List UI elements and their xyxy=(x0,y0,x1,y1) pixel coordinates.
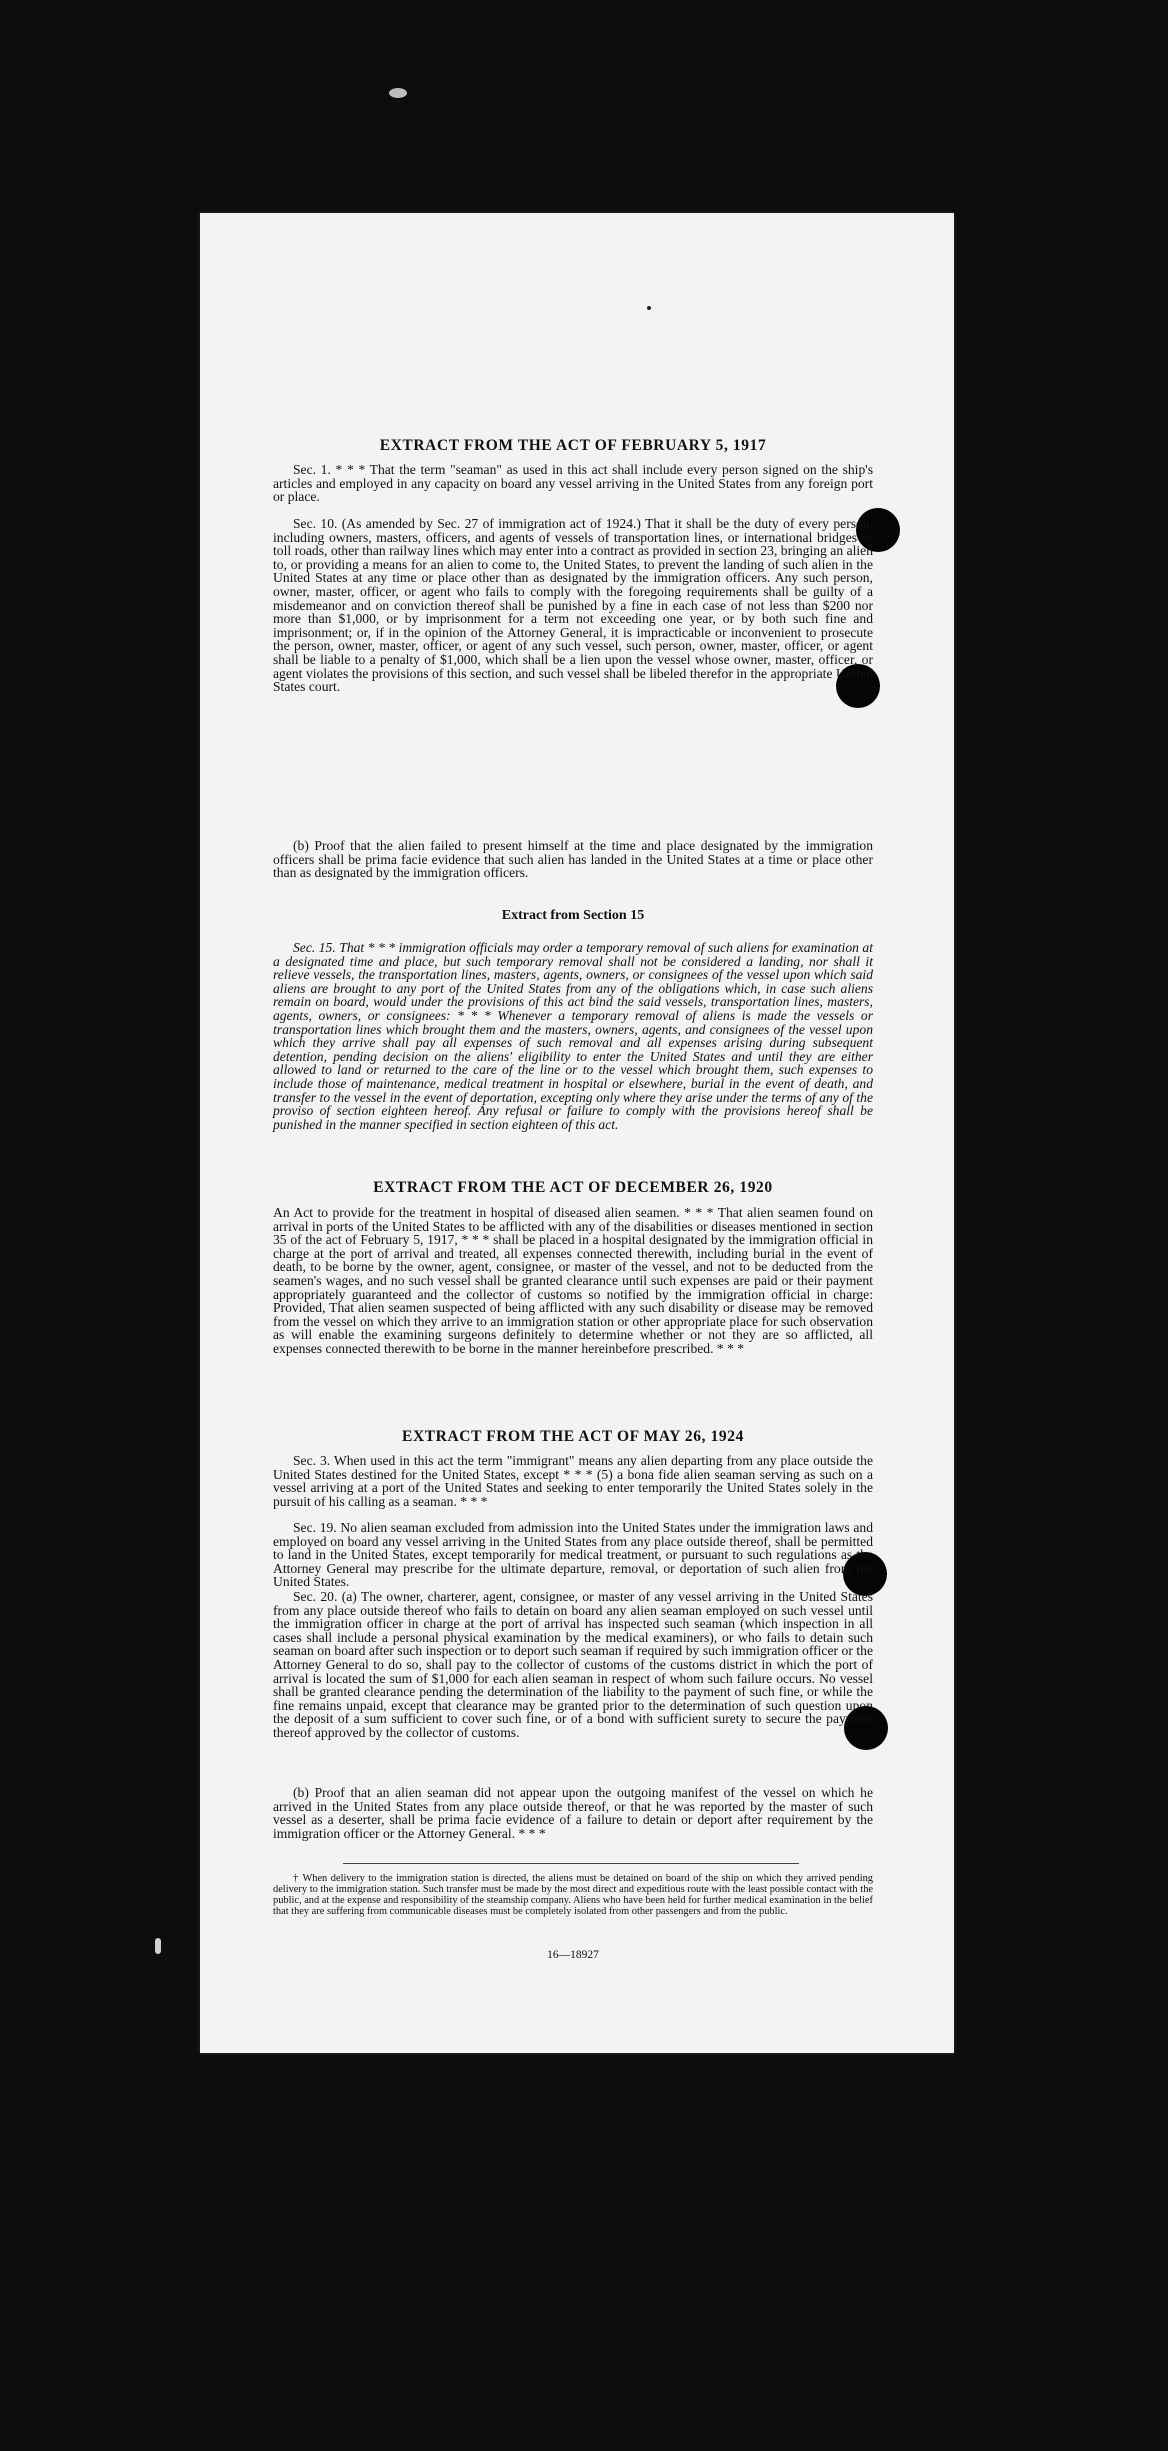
paragraph: Sec. 20. (a) The owner, charterer, agent, consignee, or master of any vessel arriving in the United States from any place outside thereof who fails to detain on board any alien seaman employed on such vessel until the immigration officer in charge at the port of arrival has inspected such seaman (which inspection in all cases shall include a personal physical examination by the medical examiners), or who fails to detain such seaman on board after such inspection or to deport such seaman if required by such immigration officer or the Attorney General to do so, shall pay to the collector of customs of the customs district in which the port of arrival is located the sum of $1,000 for each alien seaman in respect of whom such failure occurs. No vessel shall be granted clearance pending the determination of the liability to the payment of such fine, or while the fine remains unpaid, except that clearance may be granted prior to the determination of such question upon the deposit of a sum sufficient to cover such fine, or of a bond with sufficient surety to secure the payment thereof approved by the collector of customs. xyxy=(273,1589,873,1740)
paragraph: (b) Proof that an alien seaman did not appear upon the outgoing manifest of the vessel on which he arrived in the United States from any place outside thereof, or that he was reported by the master of such vessel as a deserter, shall be prima facie evidence of a failure to detain or deport after requirement by the immigration officer or the Attorney General. * * * xyxy=(273,1785,873,1841)
section-heading: EXTRACT FROM THE ACT OF MAY 26, 1924 xyxy=(402,1428,744,1445)
footnote-rule xyxy=(343,1863,799,1864)
form-number: 16—18927 xyxy=(547,1949,599,1961)
paragraph: Sec. 15. That * * * immigration officials may order a temporary removal of such aliens for examination at a designated time and place, but such temporary removal shall not be considered a landing, nor shall it relieve vessels, the transportation lines, masters, agents, owners, or consignees of the vessel upon which said aliens are brought to any port of the United States from any of the obligations which, in case such aliens remain on board, would under the provisions of this act bind the said vessels, transportation lines, masters, agents, owners, or consignees: * * * Whenever a temporary removal of aliens is made the vessels or transportation lines which brought them and the masters, owners, agents, and consignees of the vessel upon which they arrive shall pay all expenses of such removal and all expenses arising during subsequent detention, pending decision on the aliens' eligibility to enter the United States and until they are either allowed to land or returned to the care of the line or to the vessel which brought them, such expenses to include those of maintenance, medical treatment in hospital or elsewhere, burial in the event of death, and transfer to the vessel in the event of deportation, excepting only where they arise under the terms of any of the proviso of section eighteen hereof. Any refusal or failure to comply with the provisions hereof shall be punished in the manner specified in section eighteen of this act. xyxy=(273,940,873,1132)
paragraph: Sec. 10. (As amended by Sec. 27 of immigration act of 1924.) That it shall be the duty of every person, including owners, masters, officers, and agents of vessels of transportation lines, or international bridges or toll roads, other than railway lines which may enter into a contract as provided in section 23, bringing an alien to, or providing a means for an alien to come to, the United States, to prevent the landing of such alien in the United States at any time or place other than as designated by the immigration officers. Any such person, owner, master, officer, or agent who fails to comply with the foregoing requirements shall be guilty of a misdemeanor and on conviction thereof shall be punished by a fine in each case of not less than $200 nor more than $1,000, or by imprisonment for a term not exceeding one year, or by both such fine and imprisonment; or, if in the opinion of the Attorney General, it is impracticable or inconvenient to prosecute the person, owner, master, officer, or agent of any such vessel, such person, owner, master, officer, or agent shall be liable to a penalty of $1,000, which shall be a lien upon the vessel whose owner, master, officer, or agent violates the provisions of this section, and such vessel shall be libeled therefor in the appropriate United States court. xyxy=(273,516,873,695)
section-heading: EXTRACT FROM THE ACT OF DECEMBER 26, 1920 xyxy=(373,1179,773,1196)
scan-speck xyxy=(155,1938,161,1954)
footnote: † When delivery to the immigration station is directed, the aliens must be detained on board of the ship on which they arrived pending delivery to the immigration station. Such transfer must be made by the most direct and expeditious route with the least possible contact with the public, and at the expense and responsibility of the steamship company. Aliens who have been held for further medical examination in the belief that they are suffering from communicable diseases must be completely isolated from other passengers and from the public. xyxy=(273,1873,873,1917)
scan-speck xyxy=(389,88,407,98)
paragraph: An Act to provide for the treatment in hospital of diseased alien seamen. * * * That alien seamen found on arrival in ports of the United States to be afflicted with any of the disabilities or diseases mentioned in section 35 of the act of February 5, 1917, * * * shall be placed in a hospital designated by the immigration official in charge at the port of arrival and treated, all expenses connected therewith, including burial in the event of death, to be borne by the owner, agent, consignee, or master of the vessel, and not to be deducted from the seamen's wages, and no such vessel shall be granted clearance until such expenses are paid or their payment appropriately guaranteed and the collector of customs so notified by the immigration official in charge: Provided, That alien seamen suspected of being afflicted with any such disability or disease may be removed from the vessel on which they arrive to an immigration station or other appropriate place for such observation as will enable the examining surgeons definitely to determine whether or not they are so afflicted, all expenses connected therewith to be borne in the manner hereinbefore prescribed. * * * xyxy=(273,1205,873,1356)
paragraph: Sec. 19. No alien seaman excluded from admission into the United States under the immigration laws and employed on board any vessel arriving in the United States from any place outside thereof, shall be permitted to land in the United States, except temporarily for medical treatment, or pursuant to such regulations as the Attorney General may prescribe for the ultimate departure, removal, or deportation of such alien from the United States. xyxy=(273,1520,873,1590)
paragraph: (b) Proof that the alien failed to present himself at the time and place designated by the immigration officers shall be prima facie evidence that such alien has landed in the United States at a time or place other than as designated by the immigration officers. xyxy=(273,838,873,881)
page-mark xyxy=(647,306,651,310)
document-page xyxy=(200,213,954,2053)
section-heading: EXTRACT FROM THE ACT OF FEBRUARY 5, 1917 xyxy=(379,437,767,454)
paragraph: Sec. 3. When used in this act the term "immigrant" means any alien departing from any place outside the United States destined for the United States, except * * * (5) a bona fide alien seaman serving as such on a vessel arriving at a port of the United States and seeking to enter temporarily the United States solely in the pursuit of his calling as a seaman. * * * xyxy=(273,1453,873,1509)
paragraph: Sec. 1. * * * That the term "seaman" as used in this act shall include every person signed on the ship's articles and employed in any capacity on board any vessel arriving in the United States from any foreign port or place. xyxy=(273,462,873,505)
section-subheading: Extract from Section 15 xyxy=(501,908,645,923)
